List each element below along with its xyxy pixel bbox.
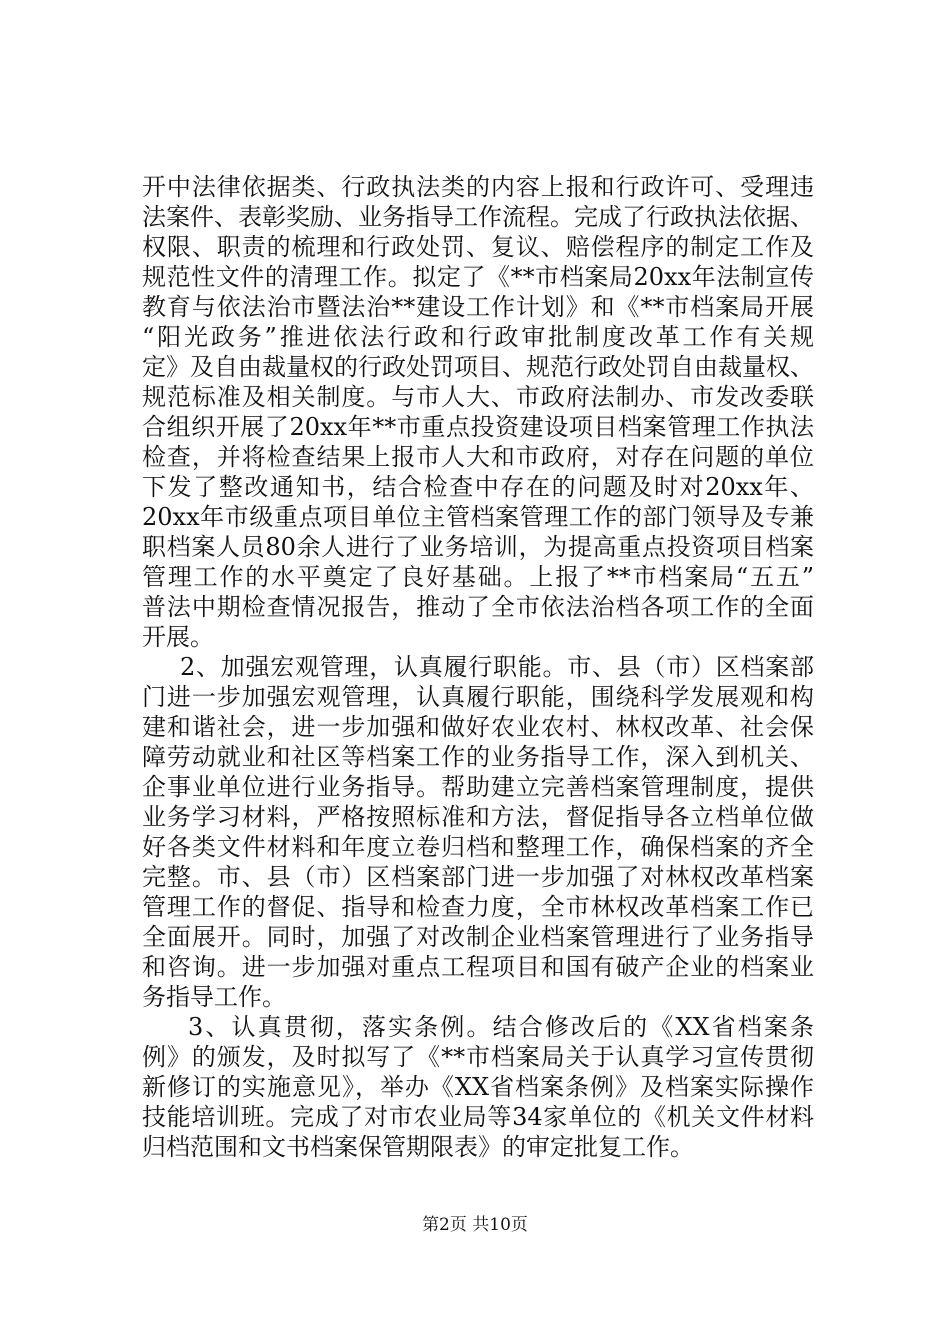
text-line: 企事业单位进行业务指导。帮助建立完善档案管理制度，提供 — [142, 773, 814, 801]
text-line: 法案件、表彰奖励、业务指导工作流程。完成了行政执法依据、 — [142, 203, 814, 231]
text-line: 合组织开展了20xx年**市重点投资建设项目档案管理工作执法 — [142, 413, 814, 441]
text-line: 权限、职责的梳理和行政处罚、复议、赔偿程序的制定工作及 — [142, 233, 814, 261]
text-line: 教育与依法治市暨法治**建设工作计划》和《**市档案局开展 — [142, 293, 814, 321]
text-line: 检查，并将检查结果上报市人大和市政府，对存在问题的单位 — [142, 443, 814, 471]
paragraph-start-line: 2、加强宏观管理，认真履行职能。市、县（市）区档案部 — [180, 653, 814, 681]
text-line: 20xx年市级重点项目单位主管档案管理工作的部门领导及专兼 — [142, 503, 814, 531]
text-line: 好各类文件材料和年度立卷归档和整理工作，确保档案的齐全 — [142, 833, 814, 861]
text-line: 规范标准及相关制度。与市人大、市政府法制办、市发改委联 — [142, 383, 814, 411]
text-line: 下发了整改通知书，结合检查中存在的问题及时对20xx年、 — [142, 473, 814, 501]
text-line: 定》及自由裁量权的行政处罚项目、规范行政处罚自由裁量权、 — [142, 353, 814, 381]
paragraph-start-line: 3、认真贯彻，落实条例。结合修改后的《XX省档案条 — [188, 1013, 814, 1041]
text-line: 全面展开。同时，加强了对改制企业档案管理进行了业务指导 — [142, 923, 814, 951]
text-line: 管理工作的督促、指导和检查力度，全市林权改革档案工作已 — [142, 893, 814, 921]
text-line: 完整。市、县（市）区档案部门进一步加强了对林权改革档案 — [142, 863, 814, 891]
document-body — [142, 172, 814, 1162]
text-line: 建和谐社会，进一步加强和做好农业农村、林权改革、社会保 — [142, 713, 814, 741]
text-line: 开中法律依据类、行政执法类的内容上报和行政许可、受理违 — [142, 173, 814, 201]
text-line: 业务学习材料，严格按照标准和方法，督促指导各立档单位做 — [142, 803, 814, 831]
text-line: 例》的颁发，及时拟写了《**市档案局关于认真学习宣传贯彻 — [142, 1043, 814, 1071]
text-line: 务指导工作。 — [142, 983, 286, 1011]
text-line: 归档范围和文书档案保管期限表》的审定批复工作。 — [142, 1133, 694, 1161]
text-line: 管理工作的水平奠定了良好基础。上报了**市档案局“五五” — [142, 563, 814, 591]
text-line: 门进一步加强宏观管理，认真履行职能，围绕科学发展观和构 — [142, 683, 814, 711]
text-line: 开展。 — [142, 623, 214, 651]
text-line: 职档案人员80余人进行了业务培训，为提高重点投资项目档案 — [142, 533, 814, 561]
text-line: 规范性文件的清理工作。拟定了《**市档案局20xx年法制宣传 — [142, 263, 814, 291]
text-line: 和咨询。进一步加强对重点工程项目和国有破产企业的档案业 — [142, 953, 814, 981]
text-line: 新修订的实施意见》，举办《XX省档案条例》及档案实际操作 — [142, 1073, 814, 1101]
text-line: 障劳动就业和社区等档案工作的业务指导工作，深入到机关、 — [142, 743, 814, 771]
text-line: 普法中期检查情况报告，推动了全市依法治档各项工作的全面 — [142, 593, 814, 621]
text-line: 技能培训班。完成了对市农业局等34家单位的《机关文件材料 — [142, 1103, 814, 1131]
page-number-footer: 第2页 共10页 — [422, 1215, 528, 1235]
text-line: “阳光政务”推进依法行政和行政审批制度改革工作有关规 — [142, 323, 814, 351]
